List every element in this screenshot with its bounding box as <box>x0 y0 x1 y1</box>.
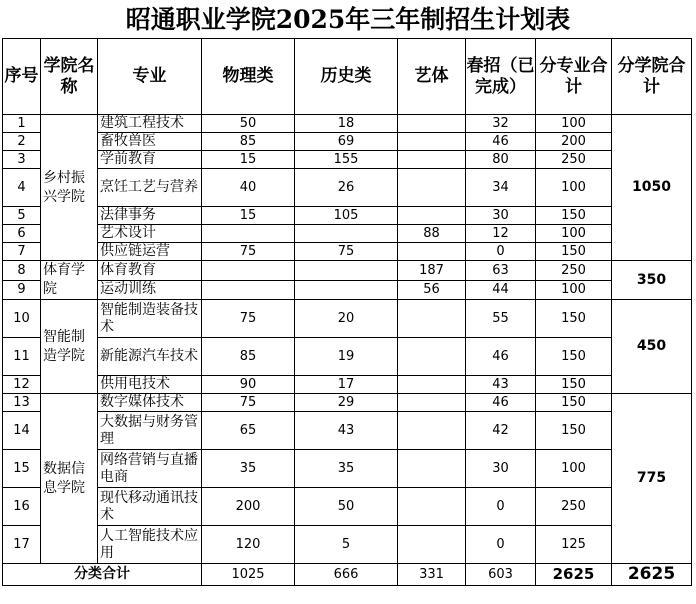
cell-major-total: 100 <box>536 115 612 133</box>
cell-physics <box>202 261 295 281</box>
totals-row <box>3 564 692 586</box>
cell-college: 数据信息学院 <box>41 394 98 564</box>
cell-spring: 80 <box>466 151 536 169</box>
table-row <box>3 412 692 450</box>
cell-seq: 8 <box>3 261 41 281</box>
cell-major: 供应链运营 <box>98 243 202 261</box>
cell-major-total: 250 <box>536 261 612 281</box>
cell-art <box>398 394 466 412</box>
cell-major: 烹饪工艺与营养 <box>98 169 202 207</box>
header-major: 专业 <box>98 39 202 115</box>
cell-major: 数字媒体技术 <box>98 394 202 412</box>
cell-spring: 34 <box>466 169 536 207</box>
header-spring: 春招（已完成） <box>466 39 536 115</box>
cell-seq: 6 <box>3 225 41 243</box>
header-physics: 物理类 <box>202 39 295 115</box>
totals-art: 331 <box>398 564 466 586</box>
cell-seq: 15 <box>3 450 41 488</box>
cell-college: 乡村振兴学院 <box>41 115 98 261</box>
cell-spring: 46 <box>466 133 536 151</box>
cell-major-total: 150 <box>536 207 612 225</box>
cell-physics: 75 <box>202 394 295 412</box>
totals-spring: 603 <box>466 564 536 586</box>
totals-physics: 1025 <box>202 564 295 586</box>
cell-major-total: 150 <box>536 412 612 450</box>
table-row <box>3 207 692 225</box>
cell-spring: 44 <box>466 280 536 300</box>
cell-spring: 0 <box>466 526 536 564</box>
cell-major-total: 150 <box>536 300 612 338</box>
cell-major: 运动训练 <box>98 280 202 300</box>
cell-art <box>398 338 466 376</box>
header-college: 学院名称 <box>41 39 98 115</box>
cell-major-total: 250 <box>536 488 612 526</box>
cell-physics <box>202 225 295 243</box>
table-row <box>3 261 692 281</box>
header-seq: 序号 <box>3 39 41 115</box>
cell-spring: 0 <box>466 243 536 261</box>
cell-physics: 75 <box>202 300 295 338</box>
enrollment-plan-table <box>2 38 692 586</box>
table-row <box>3 338 692 376</box>
cell-spring: 63 <box>466 261 536 281</box>
cell-college: 体育学院 <box>41 261 98 300</box>
totals-history: 666 <box>295 564 398 586</box>
cell-art: 187 <box>398 261 466 281</box>
totals-college-total: 2625 <box>612 564 692 586</box>
cell-major-total: 150 <box>536 376 612 394</box>
cell-seq: 9 <box>3 280 41 300</box>
cell-physics: 15 <box>202 207 295 225</box>
cell-seq: 14 <box>3 412 41 450</box>
cell-physics: 75 <box>202 243 295 261</box>
cell-seq: 16 <box>3 488 41 526</box>
cell-art <box>398 300 466 338</box>
cell-history: 155 <box>295 151 398 169</box>
cell-college-total: 450 <box>612 300 692 394</box>
cell-physics: 65 <box>202 412 295 450</box>
cell-seq: 12 <box>3 376 41 394</box>
cell-history: 17 <box>295 376 398 394</box>
cell-major-total: 150 <box>536 394 612 412</box>
cell-art: 88 <box>398 225 466 243</box>
table-row <box>3 488 692 526</box>
cell-physics: 35 <box>202 450 295 488</box>
cell-major-total: 100 <box>536 450 612 488</box>
cell-major: 新能源汽车技术 <box>98 338 202 376</box>
cell-major: 现代移动通讯技术 <box>98 488 202 526</box>
cell-history: 69 <box>295 133 398 151</box>
cell-major-total: 100 <box>536 169 612 207</box>
header-college-total: 分学院合计 <box>612 39 692 115</box>
cell-art <box>398 488 466 526</box>
cell-art <box>398 151 466 169</box>
cell-seq: 10 <box>3 300 41 338</box>
table-row <box>3 133 692 151</box>
header-major-total: 分专业合计 <box>536 39 612 115</box>
cell-history: 19 <box>295 338 398 376</box>
header-row <box>3 39 692 115</box>
cell-physics: 85 <box>202 133 295 151</box>
cell-physics: 85 <box>202 338 295 376</box>
cell-major-total: 200 <box>536 133 612 151</box>
cell-major-total: 150 <box>536 338 612 376</box>
cell-seq: 13 <box>3 394 41 412</box>
cell-spring: 46 <box>466 338 536 376</box>
cell-spring: 0 <box>466 488 536 526</box>
cell-college-total: 1050 <box>612 115 692 261</box>
cell-major-total: 125 <box>536 526 612 564</box>
cell-college-total: 775 <box>612 394 692 564</box>
cell-major-total: 100 <box>536 225 612 243</box>
totals-major-total: 2625 <box>536 564 612 586</box>
cell-major-total: 150 <box>536 243 612 261</box>
cell-major: 法律事务 <box>98 207 202 225</box>
cell-art: 56 <box>398 280 466 300</box>
cell-major-total: 100 <box>536 280 612 300</box>
cell-seq: 2 <box>3 133 41 151</box>
cell-history: 18 <box>295 115 398 133</box>
cell-spring: 12 <box>466 225 536 243</box>
header-history: 历史类 <box>295 39 398 115</box>
header-art: 艺体 <box>398 39 466 115</box>
table-row <box>3 526 692 564</box>
page-title: 昭通职业学院2025年三年制招生计划表 <box>125 5 571 34</box>
cell-physics: 120 <box>202 526 295 564</box>
cell-art <box>398 115 466 133</box>
cell-physics: 40 <box>202 169 295 207</box>
table-row <box>3 225 692 243</box>
cell-physics: 50 <box>202 115 295 133</box>
cell-seq: 17 <box>3 526 41 564</box>
cell-history: 43 <box>295 412 398 450</box>
cell-major: 大数据与财务管理 <box>98 412 202 450</box>
cell-art <box>398 169 466 207</box>
cell-art <box>398 207 466 225</box>
cell-history: 50 <box>295 488 398 526</box>
cell-major: 智能制造装备技术 <box>98 300 202 338</box>
table-row <box>3 300 692 338</box>
cell-physics: 200 <box>202 488 295 526</box>
cell-art <box>398 450 466 488</box>
cell-history: 5 <box>295 526 398 564</box>
table-row <box>3 394 692 412</box>
cell-art <box>398 243 466 261</box>
cell-art <box>398 376 466 394</box>
cell-art <box>398 412 466 450</box>
cell-spring: 46 <box>466 394 536 412</box>
table-row <box>3 243 692 261</box>
cell-major: 体育教育 <box>98 261 202 281</box>
cell-seq: 5 <box>3 207 41 225</box>
cell-spring: 42 <box>466 412 536 450</box>
cell-history: 75 <box>295 243 398 261</box>
cell-major: 供用电技术 <box>98 376 202 394</box>
cell-seq: 7 <box>3 243 41 261</box>
totals-label: 分类合计 <box>3 564 202 586</box>
cell-major: 艺术设计 <box>98 225 202 243</box>
cell-seq: 11 <box>3 338 41 376</box>
cell-history: 105 <box>295 207 398 225</box>
cell-spring: 30 <box>466 207 536 225</box>
table-row <box>3 151 692 169</box>
cell-spring: 55 <box>466 300 536 338</box>
table-row <box>3 376 692 394</box>
cell-major: 学前教育 <box>98 151 202 169</box>
cell-seq: 4 <box>3 169 41 207</box>
cell-college-total: 350 <box>612 261 692 300</box>
cell-spring: 43 <box>466 376 536 394</box>
cell-physics: 15 <box>202 151 295 169</box>
cell-seq: 1 <box>3 115 41 133</box>
cell-history <box>295 225 398 243</box>
table-row <box>3 115 692 133</box>
cell-college: 智能制造学院 <box>41 300 98 394</box>
cell-history: 20 <box>295 300 398 338</box>
cell-major: 建筑工程技术 <box>98 115 202 133</box>
cell-spring: 30 <box>466 450 536 488</box>
table-row <box>3 450 692 488</box>
cell-art <box>398 526 466 564</box>
cell-physics <box>202 280 295 300</box>
table-row <box>3 169 692 207</box>
cell-major: 畜牧兽医 <box>98 133 202 151</box>
cell-physics: 90 <box>202 376 295 394</box>
table-row <box>3 280 692 300</box>
cell-major: 网络营销与直播电商 <box>98 450 202 488</box>
cell-history: 26 <box>295 169 398 207</box>
cell-seq: 3 <box>3 151 41 169</box>
cell-history <box>295 261 398 281</box>
cell-art <box>398 133 466 151</box>
cell-history: 29 <box>295 394 398 412</box>
cell-major-total: 250 <box>536 151 612 169</box>
cell-major: 人工智能技术应用 <box>98 526 202 564</box>
cell-spring: 32 <box>466 115 536 133</box>
cell-history: 35 <box>295 450 398 488</box>
cell-history <box>295 280 398 300</box>
